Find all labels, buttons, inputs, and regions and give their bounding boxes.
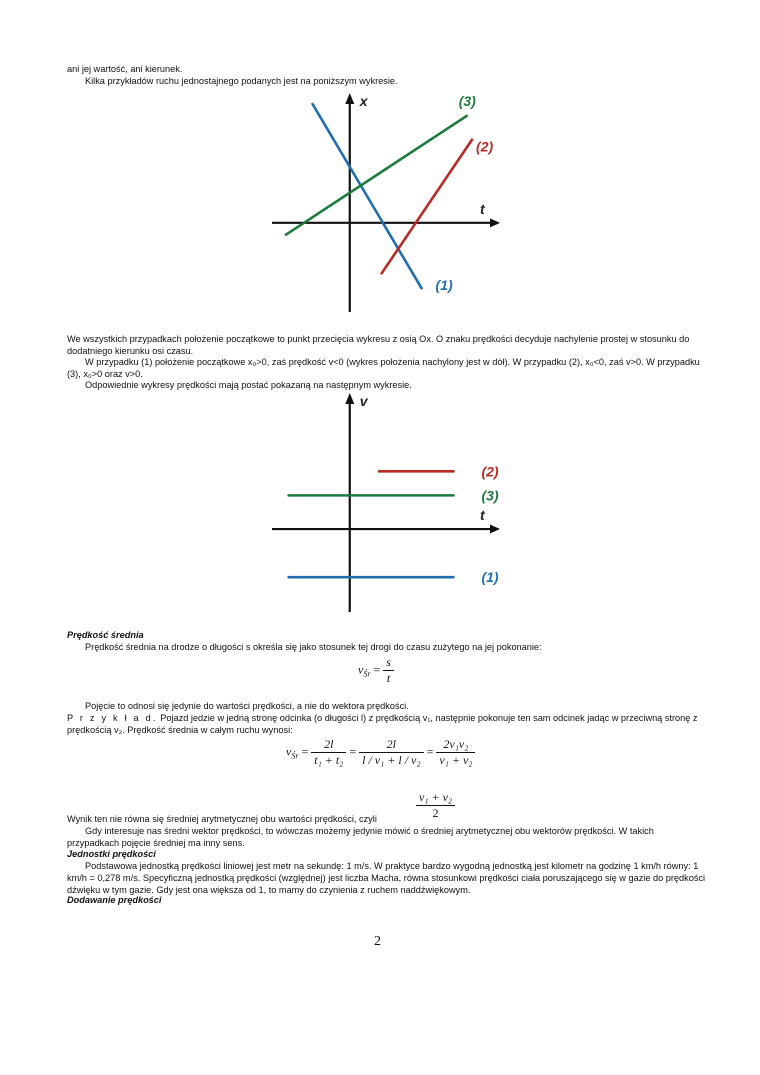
y-axis-arrow bbox=[345, 393, 354, 404]
series-line-2 bbox=[382, 140, 472, 274]
formula2-num2: 2l bbox=[359, 737, 423, 753]
formula-s-over-t bbox=[383, 655, 394, 686]
series-label-3: (1) bbox=[481, 569, 499, 586]
position-time-chart bbox=[262, 92, 502, 314]
formula2-frac3 bbox=[436, 737, 475, 768]
formula-t: t bbox=[386, 671, 391, 685]
formula2-eq2: = bbox=[349, 744, 357, 759]
formula2-frac2 bbox=[359, 737, 423, 768]
paragraph-cases: W przypadku (1) położenie początkowe x₀>0, zaś prędkość v<0 (wykres położenia nachylony jest w dół). W przypadku (2), x₀<0, zaś v>0. W przypadku (3), x₀>0 oraz v>0. bbox=[67, 357, 700, 379]
heading-adding-velocities: Dodawanie prędkości bbox=[67, 895, 162, 905]
paragraph-vector-average: Gdy interesuje nas średni wektor prędkości, to wówczas możemy jedynie mówić o średniej arytmetycznej obu wektorów prędkości. W takich przypadkach pojęcie średniej ma inny sens. bbox=[67, 826, 654, 848]
series-label-1: (1) bbox=[435, 277, 453, 294]
formula-vsr-sub: Śr bbox=[363, 669, 371, 679]
formula2-eq1: = bbox=[301, 744, 309, 759]
page-number: 2 bbox=[374, 934, 381, 949]
formula2-eq3: = bbox=[426, 744, 434, 759]
paragraph-example bbox=[67, 713, 707, 737]
y-axis-label: x bbox=[359, 93, 368, 109]
heading-speed-units: Jednostki prędkości bbox=[67, 849, 156, 859]
formula2-frac1 bbox=[311, 737, 346, 768]
paragraph-initial-position: We wszystkich przypadkach położenie początkowe to punkt przecięcia wykresu z osią Ox. O znaku prędkości decyduje nachylenie prostej w stosunku do dodatniego kierunku osi czasu. bbox=[67, 334, 690, 356]
formula2-vsr-sub: Śr bbox=[291, 751, 299, 761]
x-axis-label: t bbox=[480, 507, 485, 524]
series-line-1 bbox=[313, 104, 422, 288]
series-line-3 bbox=[286, 116, 467, 235]
y-axis-arrow bbox=[345, 93, 354, 104]
formula-average-speed bbox=[358, 655, 394, 686]
series-label-2: (3) bbox=[481, 487, 499, 504]
paragraph-average-speed-def: Prędkość średnia na drodze o długości s określa się jako stosunek tej drogi do czasu zużytego na jej pokonanie: bbox=[85, 642, 542, 652]
formula2-num3: 2v₁v₂ bbox=[436, 737, 475, 753]
series-label-3: (3) bbox=[458, 92, 476, 109]
velocity-time-chart bbox=[262, 392, 502, 614]
formula-mean-num: v₁ + v₂ bbox=[416, 790, 455, 806]
paragraph-intro-end: ani jej wartość, ani kierunek. bbox=[67, 64, 183, 74]
formula-equals: = bbox=[373, 662, 381, 677]
series-label-2: (2) bbox=[476, 138, 494, 155]
x-axis-arrow bbox=[490, 218, 500, 227]
formula-average-two-way bbox=[286, 737, 475, 768]
x-axis-label: t bbox=[480, 200, 485, 217]
heading-average-speed: Prędkość średnia bbox=[67, 630, 144, 640]
formula2-den1: t₁ + t₂ bbox=[314, 753, 344, 767]
formula-mean-den: 2 bbox=[432, 806, 439, 820]
example-body: Pojazd jedzie w jedną stronę odcinka (o długości l) z prędkością v₁, następnie pokonuje ten sam odcinek jadąc w przeciwną stronę z prędkością v₂. Prędkość średnia w całym ruchu wynosi: bbox=[67, 713, 698, 735]
formula-s: s bbox=[383, 655, 394, 671]
x-axis-arrow bbox=[490, 525, 500, 534]
y-axis-label: v bbox=[359, 393, 368, 409]
formula-vsr: v bbox=[358, 662, 364, 677]
series-label-1: (2) bbox=[481, 463, 499, 480]
paragraph-speed-units: Podstawowa jednostką prędkości liniowej jest metr na sekundę: 1 m/s. W praktyce bardzo wygodną jednostką jest kilometr na godzinę 1 km/h równy: 1 km/h = 0,278 m/s. Specyficzną jednostką prędkości (względnej) jest liczba Macha, równa stosunkowi prędkości ciała poruszającego się w gazie do prędkości dźwięku w tym gazie. Gdy jest ona większa od 1, to mamy do czynienia z ruchem naddźwiękowym. bbox=[67, 861, 706, 895]
formula2-vsr: v bbox=[286, 744, 292, 759]
formula2-den2: l / v₁ + l / v₂ bbox=[362, 753, 421, 767]
paragraph-not-arithmetic-mean: Wynik ten nie równa się średniej arytmetycznej obu wartości prędkości, czyli bbox=[67, 814, 377, 824]
paragraph-velocity-graphs: Odpowiednie wykresy prędkości mają postać pokazaną na następnym wykresie. bbox=[85, 380, 412, 390]
formula2-num1: 2l bbox=[311, 737, 346, 753]
formula2-den3: v₁ + v₂ bbox=[439, 753, 473, 767]
paragraph-scalar-note: Pojęcie to odnosi się jedynie do wartości prędkości, a nie do wektora prędkości. bbox=[85, 701, 409, 711]
example-lead: P r z y k ł a d. bbox=[67, 713, 158, 723]
paragraph-examples: Kilka przykładów ruchu jednostajnego podanych jest na poniższym wykresie. bbox=[85, 76, 398, 86]
